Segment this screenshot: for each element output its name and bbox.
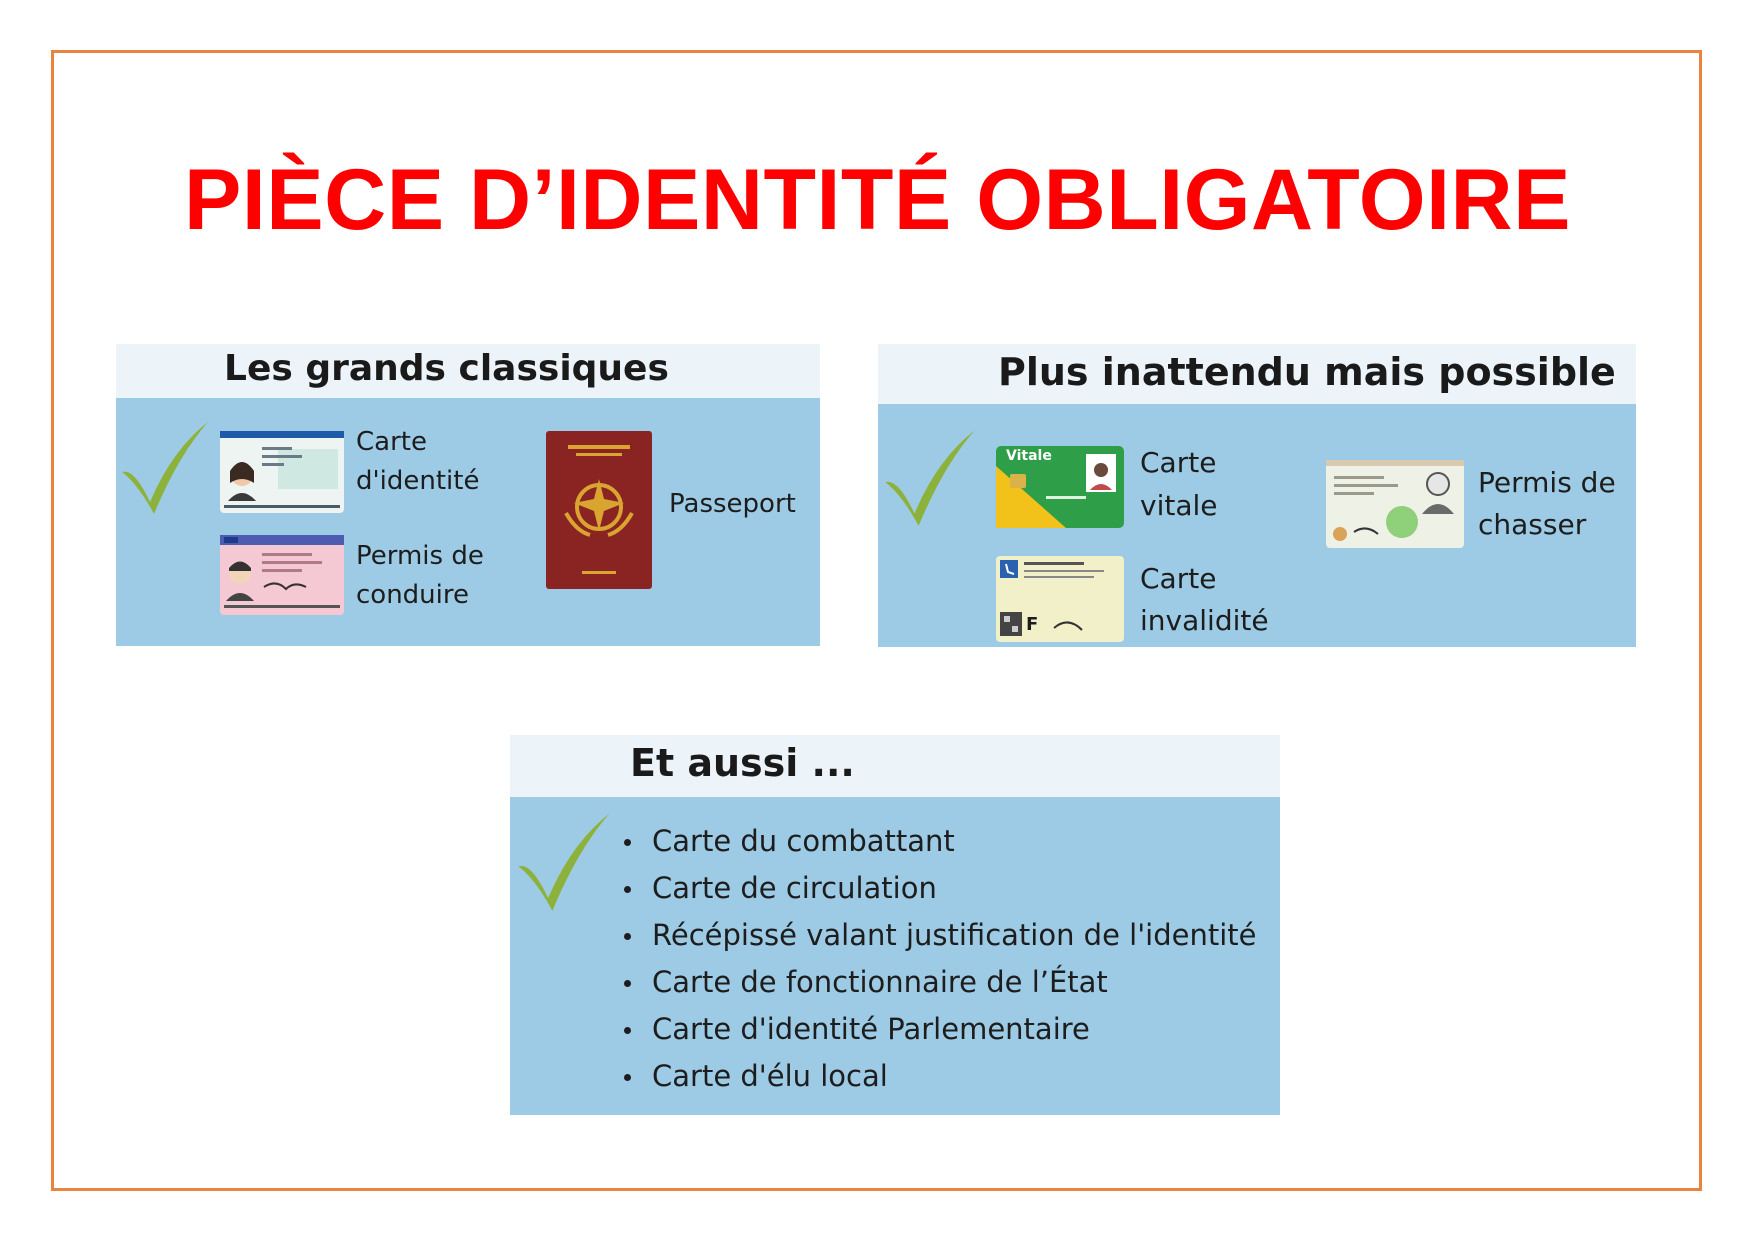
checkmark-icon — [880, 424, 978, 528]
id-card-icon — [220, 431, 344, 513]
checkmark-icon — [514, 807, 612, 913]
driving-license-icon — [220, 535, 344, 615]
label-id-card-line2: d'identité — [356, 466, 480, 496]
other-documents-list — [620, 818, 1257, 1100]
panel-et-aussi — [510, 735, 1280, 1115]
list-item: Carte de fonctionnaire de l’État — [620, 959, 1257, 1006]
label-disability-line2: invalidité — [1140, 604, 1269, 637]
label-vitale-line2: vitale — [1140, 489, 1218, 522]
panel-grands-classiques — [116, 344, 820, 646]
label-hunting-line2: chasser — [1478, 508, 1587, 541]
list-item: Récépissé valant justification de l'identité — [620, 912, 1257, 959]
vitale-card-text: Vitale — [1006, 448, 1052, 464]
list-item: Carte d'identité Parlementaire — [620, 1006, 1257, 1053]
list-item: Carte du combattant — [620, 818, 1257, 865]
label-driving-license-line1: Permis de — [356, 541, 484, 571]
panel-heading: Et aussi ... — [510, 735, 1280, 797]
list-item: Carte d'élu local — [620, 1053, 1257, 1100]
panel-plus-inattendu — [878, 344, 1636, 647]
label-driving-license-line2: conduire — [356, 580, 470, 610]
list-item: Carte de circulation — [620, 865, 1257, 912]
hunting-license-icon — [1326, 460, 1464, 548]
label-vitale-line1: Carte — [1140, 446, 1217, 479]
panel-heading: Les grands classiques — [116, 344, 820, 398]
panel-heading: Plus inattendu mais possible — [878, 344, 1636, 404]
checkmark-icon — [118, 416, 210, 516]
disability-card-text: F — [1026, 614, 1039, 635]
label-passport: Passeport — [669, 489, 796, 519]
disability-card-icon — [996, 556, 1124, 642]
page-title: PIÈCE D’IDENTITÉ OBLIGATOIRE — [184, 152, 1571, 248]
label-hunting-line1: Permis de — [1478, 466, 1616, 499]
passport-icon — [546, 431, 652, 589]
label-disability-line1: Carte — [1140, 562, 1217, 595]
label-id-card-line1: Carte — [356, 427, 427, 457]
